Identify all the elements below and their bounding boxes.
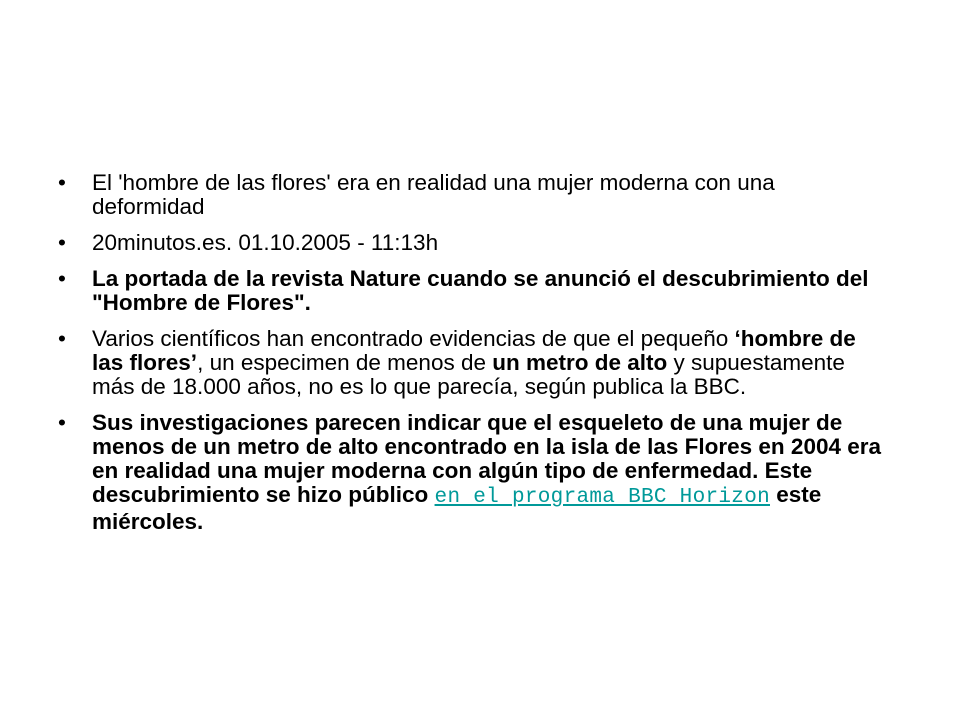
body-text-1: Varios científicos han encontrado evidencias de que el pequeño — [92, 326, 735, 351]
body-text-3: y supuestamente más de 18.000 años, no es lo que parecía, según publica la BBC. — [92, 350, 845, 399]
findings-text: Sus investigaciones parecen indicar que el esqueleto de una mujer de menos de un metro de alto encontrado en la isla de las Flores en 2004 era en realidad una mujer moderna con algún tipo de enfermedad. Este descubrimiento se hizo público — [92, 410, 882, 507]
bullet-item-findings — [58, 411, 888, 534]
caption-text: La portada de la revista Nature cuando se anunció el descubrimiento del "Hombre de Flores". — [92, 266, 869, 315]
body-emphasis-2: un metro de alto — [492, 350, 668, 375]
bullet-icon: • — [58, 326, 66, 351]
bullet-item-source — [58, 231, 888, 255]
headline-text: El 'hombre de las flores' era en realidad una mujer moderna con una deformidad — [92, 170, 775, 219]
bullet-icon: • — [58, 170, 66, 195]
body-text-2: , un especimen de menos de — [197, 350, 493, 375]
bullet-icon: • — [58, 266, 66, 291]
body-emphasis-1: ‘hombre de las flores’ — [92, 326, 856, 375]
bullet-item-caption — [58, 267, 888, 315]
findings-text-end: este miércoles. — [92, 482, 822, 534]
source-text: 20minutos.es. 01.10.2005 - 11:13h — [92, 230, 439, 255]
bullet-list — [58, 171, 888, 546]
bullet-icon: • — [58, 410, 66, 435]
bullet-item-headline — [58, 171, 888, 219]
bbc-horizon-link[interactable]: en el programa BBC Horizon — [434, 486, 770, 509]
bullet-item-body — [58, 327, 888, 399]
bullet-icon: • — [58, 230, 66, 255]
